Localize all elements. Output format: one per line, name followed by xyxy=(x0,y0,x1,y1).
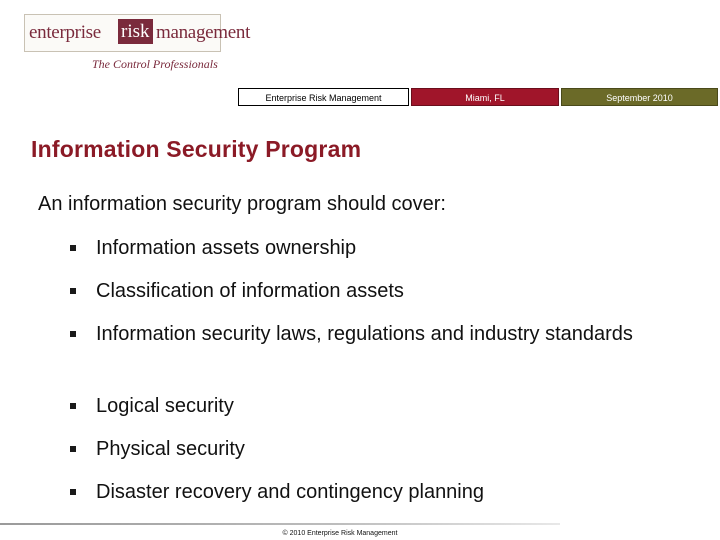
bullet-text: Logical security xyxy=(96,395,234,417)
square-bullet-icon xyxy=(70,331,76,337)
logo-word-risk: risk xyxy=(118,19,153,44)
square-bullet-icon xyxy=(70,446,76,452)
logo-word-management: management xyxy=(156,22,251,43)
square-bullet-icon xyxy=(70,489,76,495)
logo-tagline: The Control Professionals xyxy=(92,57,218,71)
company-logo xyxy=(24,14,251,76)
footer-divider xyxy=(0,523,560,525)
slide-title: Information Security Program xyxy=(31,136,362,162)
bullet-text: Disaster recovery and contingency planning xyxy=(96,481,484,503)
header-band-location: Miami, FL xyxy=(411,88,559,106)
bullet-text: Physical security xyxy=(96,438,245,460)
square-bullet-icon xyxy=(70,288,76,294)
footer-copyright: © 2010 Enterprise Risk Management xyxy=(282,530,398,537)
square-bullet-icon xyxy=(70,245,76,251)
header-band-organization: Enterprise Risk Management xyxy=(238,88,409,106)
square-bullet-icon xyxy=(70,403,76,409)
intro-text: An information security program should cover: xyxy=(38,193,446,215)
bullet-text: Information security laws, regulations and industry standards xyxy=(96,323,633,345)
bullet-text: Classification of information assets xyxy=(96,280,404,302)
bullet-text: Information assets ownership xyxy=(96,237,357,259)
logo-word-enterprise: enterprise xyxy=(29,22,101,43)
header-band-date: September 2010 xyxy=(561,88,718,106)
